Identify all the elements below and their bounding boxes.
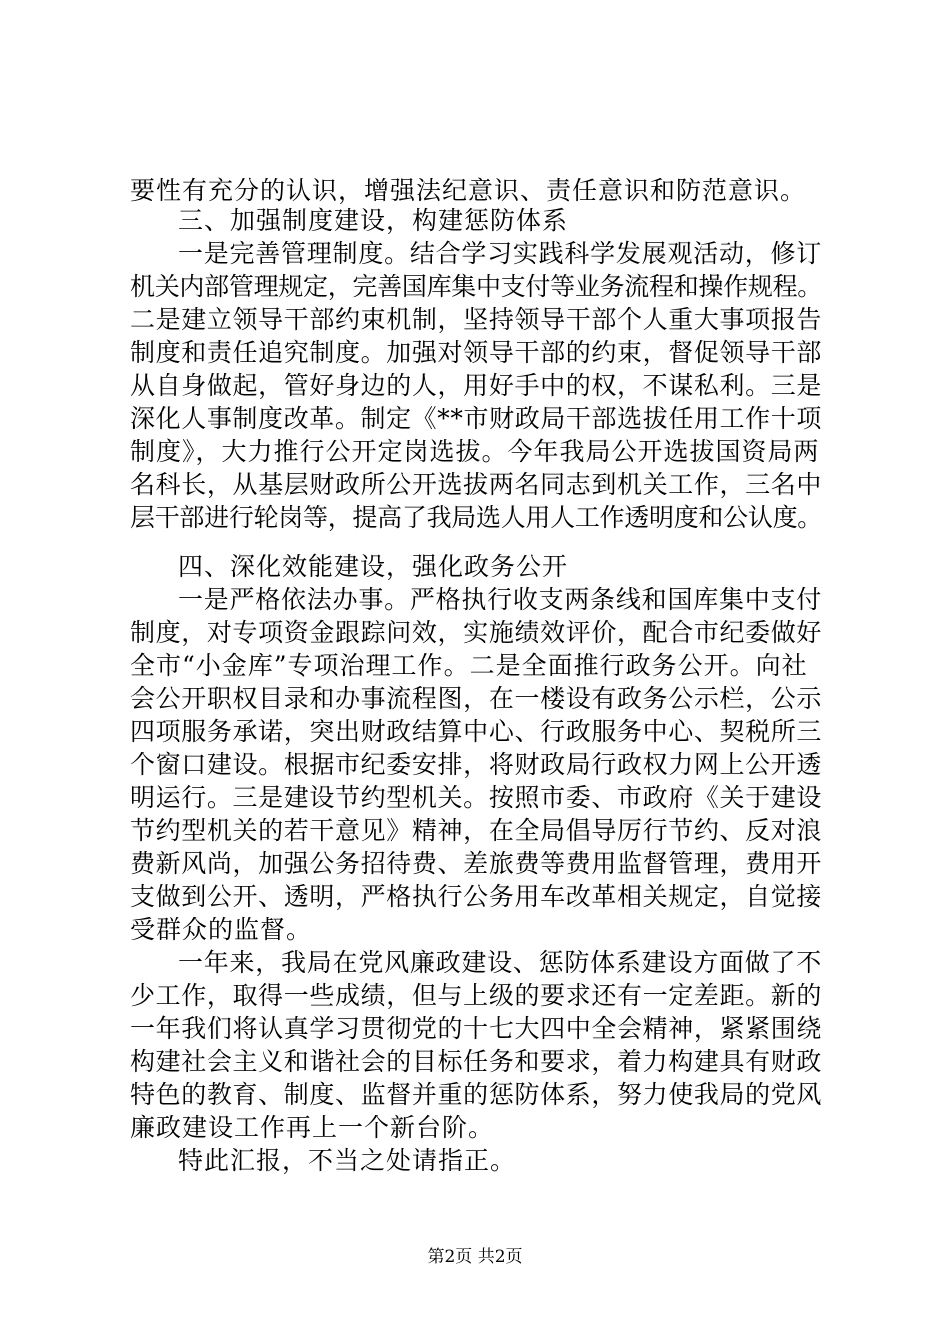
text-line: 特此汇报，不当之处请指正。 <box>178 1146 517 1175</box>
text-line: 节约型机关的若干意见》精神，在全局倡导厉行节约、反对浪 <box>130 816 823 845</box>
text-line: 二是建立领导干部约束机制，坚持领导干部个人重大事项报告 <box>130 305 823 334</box>
text-line: 四项服务承诺，突出财政结算中心、行政服务中心、契税所三 <box>130 717 823 746</box>
text-line: 一年来，我局在党风廉政建设、惩防体系建设方面做了不 <box>178 948 823 977</box>
text-line: 一是完善管理制度。结合学习实践科学发展观活动，修订 <box>178 239 823 268</box>
text-line: 会公开职权目录和办事流程图，在一楼设有政务公示栏，公示 <box>130 684 823 713</box>
text-line: 从自身做起，管好身边的人，用好手中的权，不谋私利。三是 <box>130 371 823 400</box>
text-line: 深化人事制度改革。制定《**市财政局干部选拔任用工作十项 <box>130 404 823 433</box>
text-line: 少工作，取得一些成绩，但与上级的要求还有一定差距。新的 <box>130 981 823 1010</box>
text-line: 受群众的监督。 <box>130 915 313 944</box>
text-line: 个窗口建设。根据市纪委安排，将财政局行政权力网上公开透 <box>130 750 823 779</box>
text-line: 支做到公开、透明，严格执行公务用车改革相关规定，自觉接 <box>130 882 823 911</box>
text-line: 要性有充分的认识，增强法纪意识、责任意识和防范意识。 <box>130 176 807 205</box>
text-line: 层干部进行轮岗等，提高了我局选人用人工作透明度和公认度。 <box>130 503 823 532</box>
text-line: 名科长，从基层财政所公开选拔两名同志到机关工作，三名中 <box>130 470 823 499</box>
text-line: 特色的教育、制度、监督并重的惩防体系，努力使我局的党风 <box>130 1080 823 1109</box>
text-line: 构建社会主义和谐社会的目标任务和要求，着力构建具有财政 <box>130 1047 823 1076</box>
text-line: 一年我们将认真学习贯彻党的十七大四中全会精神，紧紧围绕 <box>130 1014 823 1043</box>
text-line: 全市“小金库”专项治理工作。二是全面推行政务公开。向社 <box>130 651 808 680</box>
page-footer: 第2页 共2页 <box>427 1247 523 1267</box>
text-line: 机关内部管理规定，完善国库集中支付等业务流程和操作规程。 <box>130 272 823 301</box>
text-line: 制度，对专项资金跟踪问效，实施绩效评价，配合市纪委做好 <box>130 618 823 647</box>
text-line: 廉政建设工作再上一个新台阶。 <box>130 1113 495 1142</box>
text-line: 制度和责任追究制度。加强对领导干部的约束，督促领导干部 <box>130 338 823 367</box>
section-heading: 四、深化效能建设，强化政务公开 <box>178 552 569 581</box>
text-line: 费新风尚，加强公务招待费、差旅费等费用监督管理，费用开 <box>130 849 823 878</box>
text-line: 一是严格依法办事。严格执行收支两条线和国库集中支付 <box>178 585 823 614</box>
text-line: 制度》，大力推行公开定岗选拔。今年我局公开选拔国资局两 <box>130 437 820 466</box>
text-line: 明运行。三是建设节约型机关。按照市委、市政府《关于建设 <box>130 783 823 812</box>
section-heading: 三、加强制度建设，构建惩防体系 <box>178 206 569 235</box>
